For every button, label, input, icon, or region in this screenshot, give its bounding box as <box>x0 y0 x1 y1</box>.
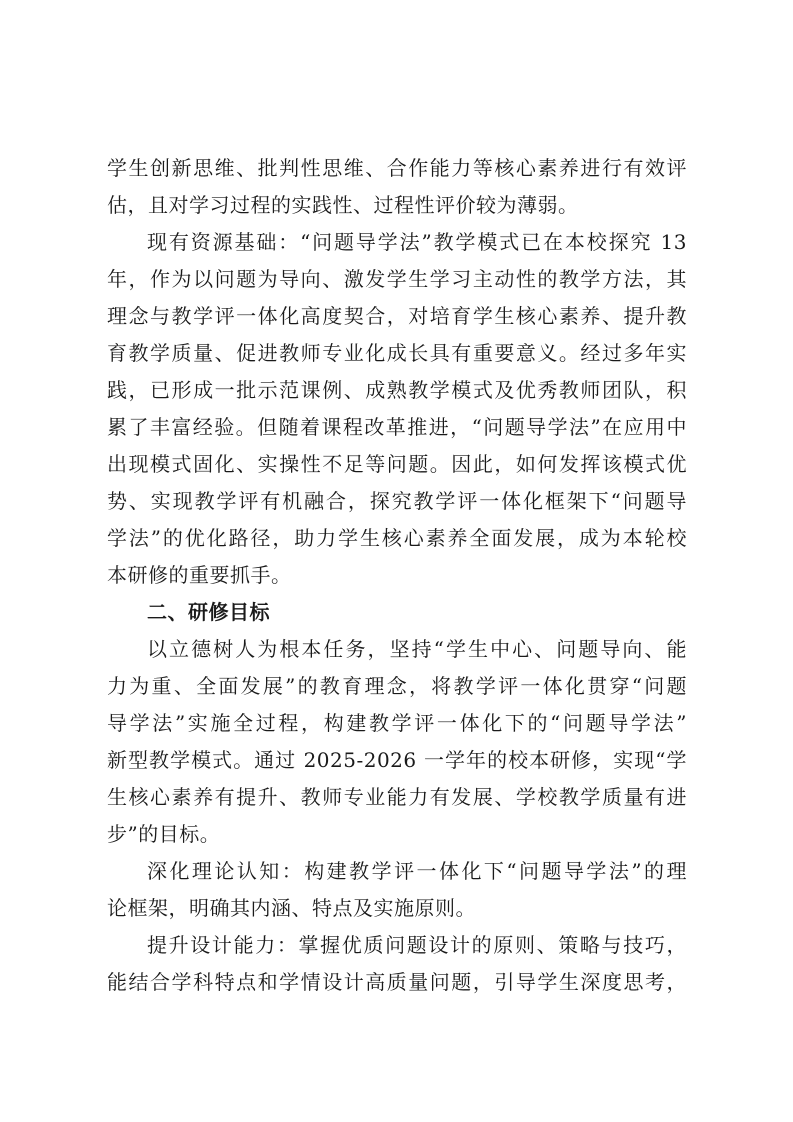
paragraph-line: 新型教学模式。通过 2025-2026 一学年的校本研修，实现“学 <box>107 748 687 772</box>
paragraph-line: 步”的目标。 <box>107 822 221 846</box>
paragraph-line: 育教学质量、促进教师专业化成长具有重要意义。经过多年实 <box>107 341 687 365</box>
paragraph-line: 学法”的优化路径，助力学生核心素养全面发展，成为本轮校 <box>107 526 687 550</box>
paragraph-line: 以立德树人为根本任务，坚持“学生中心、问题导向、能 <box>147 637 687 661</box>
paragraph-line: 出现模式固化、实操性不足等问题。因此，如何发挥该模式优 <box>107 452 687 476</box>
paragraph-line: 力为重、全面发展”的教育理念，将教学评一体化贯穿“问题 <box>107 674 687 698</box>
paragraph-line: 学生创新思维、批判性思维、合作能力等核心素养进行有效评 <box>107 156 687 180</box>
paragraph-line: 累了丰富经验。但随着课程改革推进，“问题导学法”在应用中 <box>107 415 687 439</box>
paragraph-line: 势、实现教学评有机融合，探究教学评一体化框架下“问题导 <box>107 489 687 513</box>
paragraph-line: 本研修的重要抓手。 <box>107 563 292 587</box>
paragraph-line: 估，且对学习过程的实践性、过程性评价较为薄弱。 <box>107 193 579 217</box>
paragraph-line: 提升设计能力：掌握优质问题设计的原则、策略与技巧， <box>147 933 687 957</box>
paragraph-line: 年，作为以问题为导向、激发学生学习主动性的教学方法，其 <box>107 267 687 291</box>
section-heading: 二、研修目标 <box>147 600 270 624</box>
paragraph-line: 现有资源基础：“问题导学法”教学模式已在本校探究 13 <box>147 230 687 254</box>
paragraph-line: 生核心素养有提升、教师专业能力有发展、学校教学质量有进 <box>107 785 687 809</box>
paragraph-line: 深化理论认知：构建教学评一体化下“问题导学法”的理 <box>147 859 687 883</box>
paragraph-line: 能结合学科特点和学情设计高质量问题，引导学生深度思考， <box>107 970 687 994</box>
paragraph-line: 导学法”实施全过程，构建教学评一体化下的“问题导学法” <box>107 711 687 735</box>
paragraph-line: 论框架，明确其内涵、特点及实施原则。 <box>107 896 476 920</box>
document-body <box>107 150 687 1001</box>
paragraph-line: 理念与教学评一体化高度契合，对培育学生核心素养、提升教 <box>107 304 687 328</box>
paragraph-line: 践，已形成一批示范课例、成熟教学模式及优秀教师团队，积 <box>107 378 687 402</box>
